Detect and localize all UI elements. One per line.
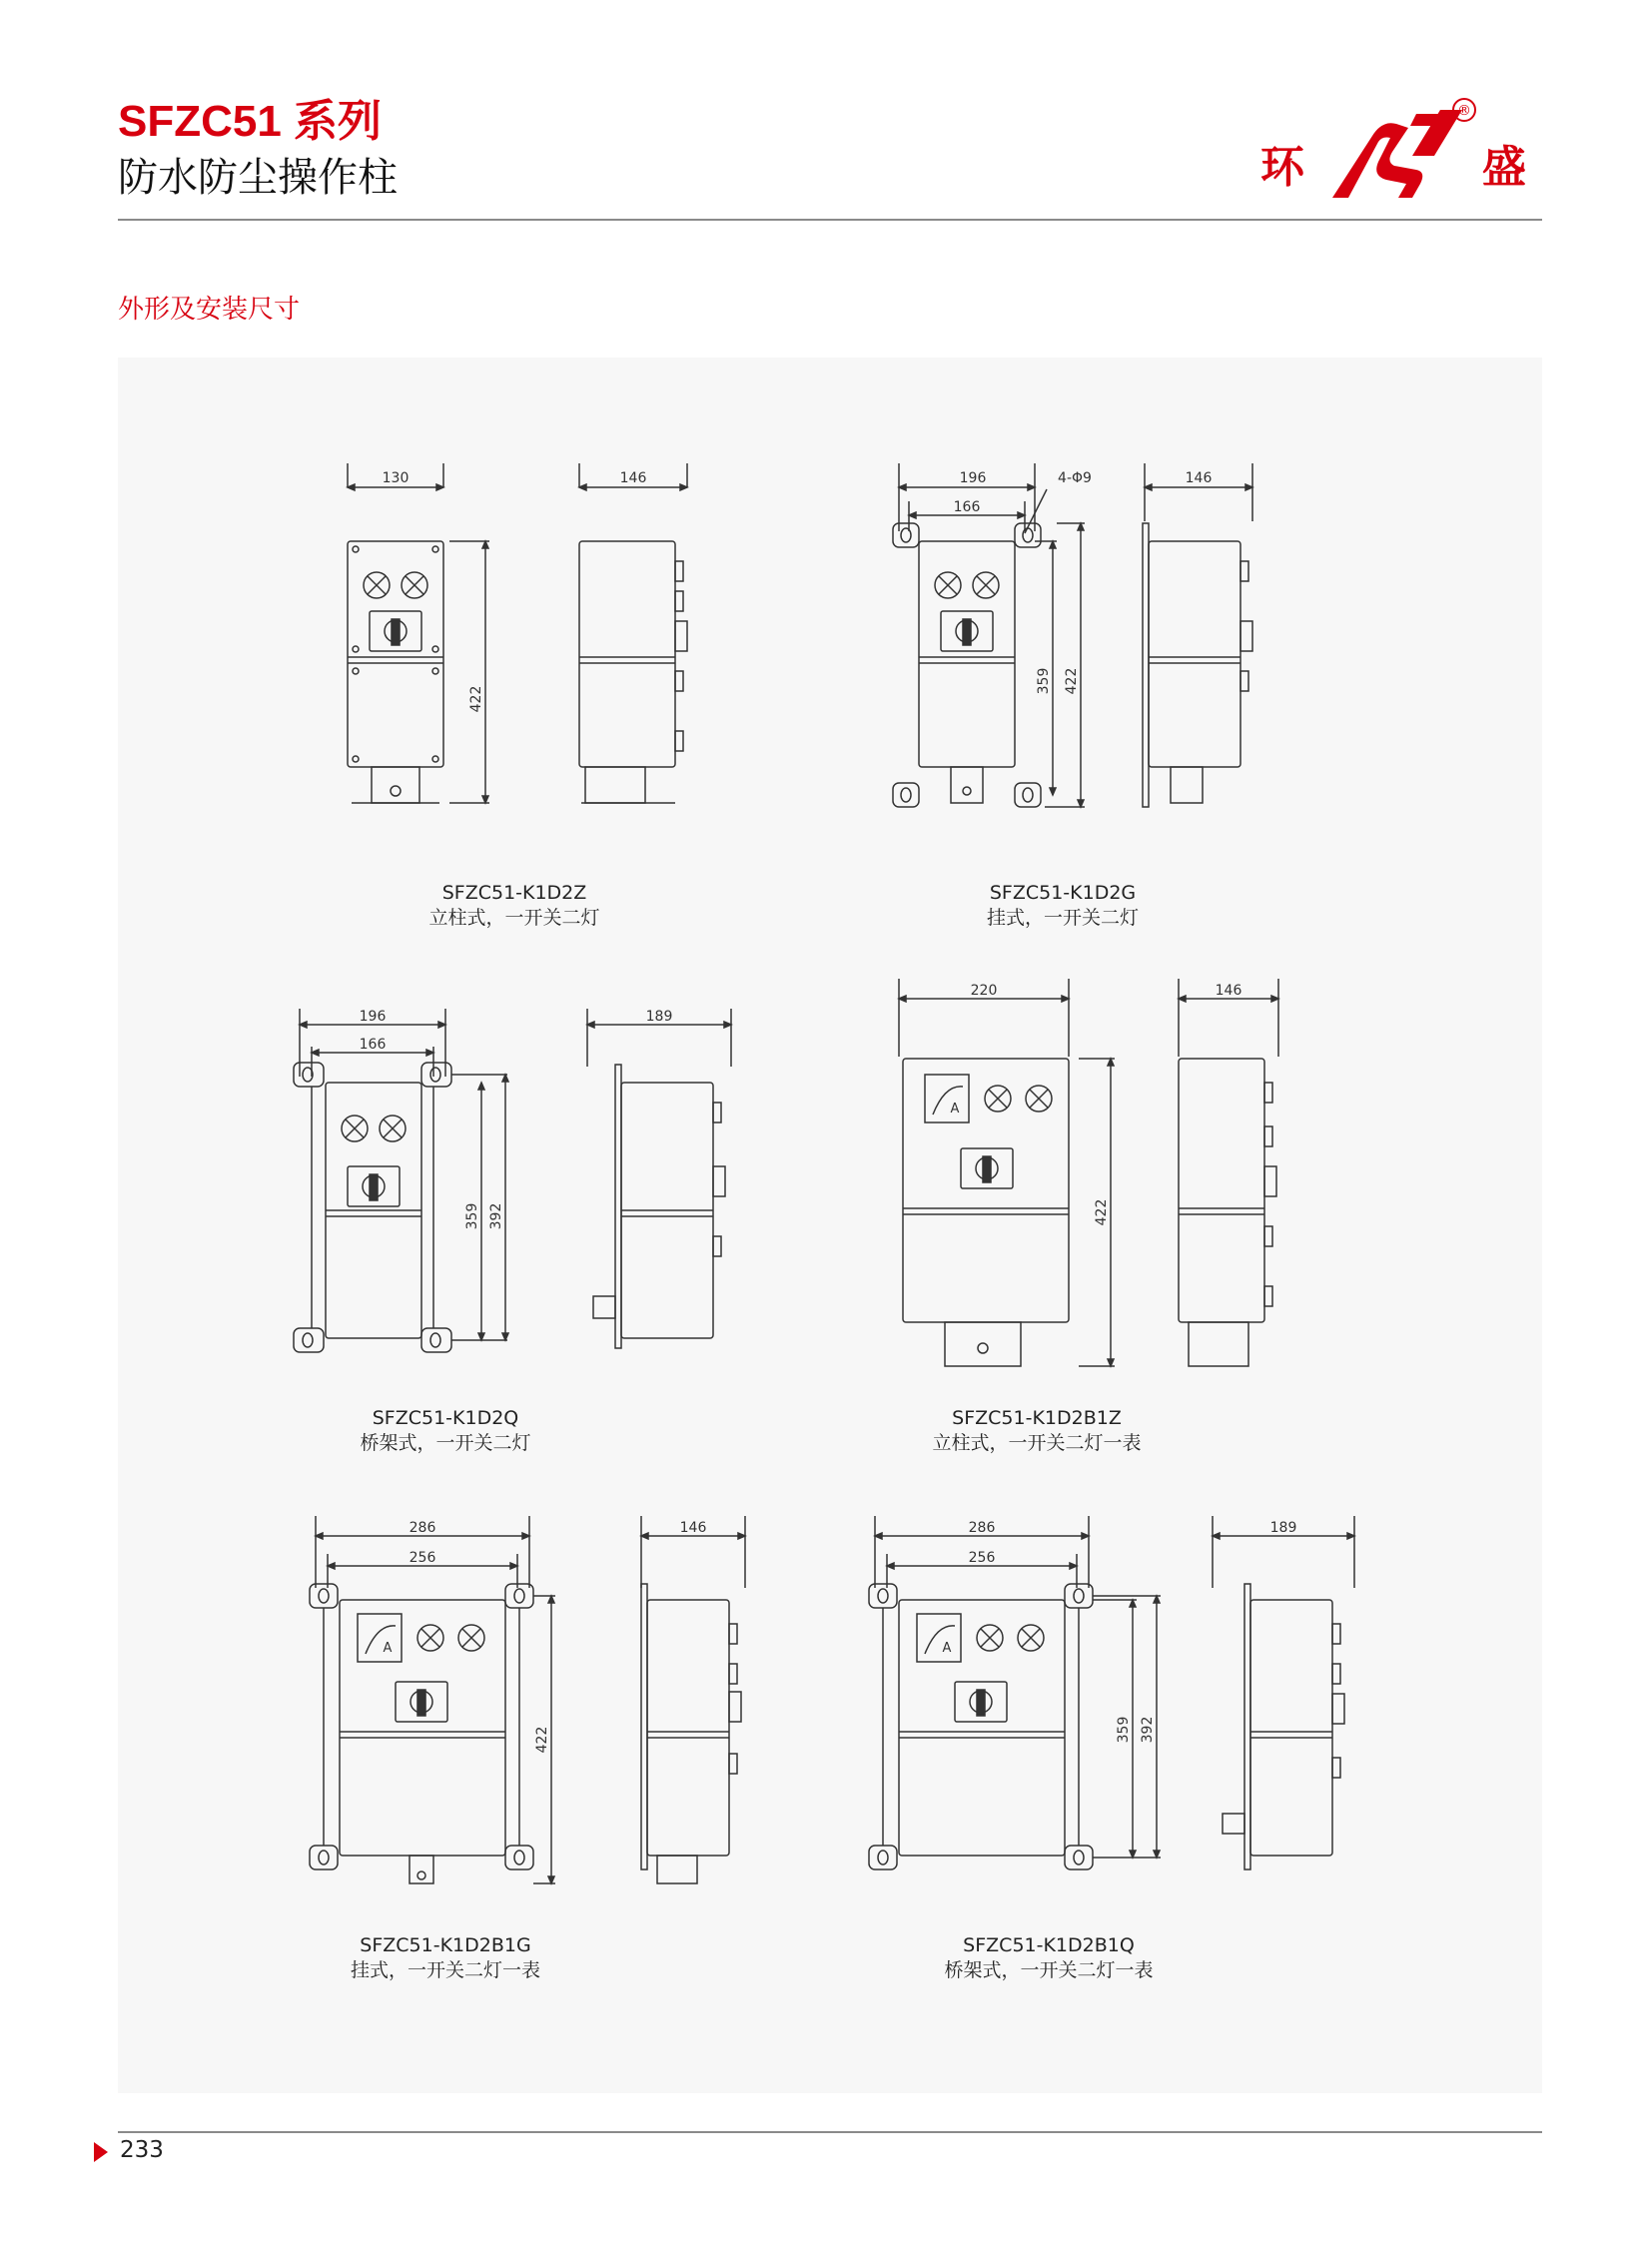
footer-divider [118, 2131, 1542, 2133]
drawing-k1d2q [286, 1007, 745, 1406]
dim-h1: 359 [464, 1202, 480, 1230]
drawing-k1d2g [885, 461, 1264, 881]
dim-h1: 359 [1036, 667, 1052, 695]
brand-char-right: 盛 [1482, 142, 1526, 193]
header-divider [118, 219, 1542, 221]
diagram-k1d2g [885, 461, 1264, 929]
caption-desc: 立柱式，一开关二灯 [428, 907, 600, 929]
dim-width: 286 [409, 1520, 436, 1536]
product-title: 防水防尘操作柱 [118, 155, 398, 201]
diagram-k1d2b1q [865, 1514, 1364, 1981]
dim-side: 189 [1269, 1520, 1297, 1536]
dim-side: 146 [619, 470, 647, 486]
brand-char-left: 环 [1260, 142, 1304, 193]
dim-height: 422 [468, 685, 484, 713]
svg-text:®: ® [1457, 103, 1471, 119]
dim-width: 286 [968, 1520, 996, 1536]
dim-inner: 166 [359, 1037, 387, 1053]
dim-side: 146 [1185, 470, 1213, 486]
diagram-k1d2b1g [306, 1514, 755, 1981]
caption-k1d2z [325, 881, 704, 931]
dim-height: 422 [1094, 1198, 1110, 1226]
brand-logo [1260, 96, 1540, 208]
diagram-k1d2b1z [879, 977, 1318, 1454]
dim-h2: 392 [488, 1202, 504, 1230]
dim-inner: 256 [409, 1550, 436, 1566]
caption-k1d2b1z [847, 1406, 1227, 1456]
drawing-k1d2z [330, 461, 709, 881]
dim-side: 189 [645, 1009, 673, 1025]
diagram-k1d2q [286, 1007, 745, 1454]
dim-width: 196 [359, 1009, 387, 1025]
dim-h1: 359 [1116, 1716, 1132, 1744]
caption-model: SFZC51-K1D2B1Z [952, 1407, 1122, 1429]
dim-width: 130 [382, 470, 410, 486]
dim-holes: 4-Φ9 [1058, 470, 1092, 486]
caption-desc: 桥架式，一开关二灯 [360, 1432, 531, 1454]
dim-height: 422 [534, 1726, 550, 1754]
dim-side: 146 [1215, 983, 1242, 999]
caption-model: SFZC51-K1D2Z [441, 882, 587, 904]
caption-model: SFZC51-K1D2B1Q [963, 1934, 1135, 1956]
dim-h2: 422 [1064, 667, 1080, 695]
caption-model: SFZC51-K1D2Q [372, 1407, 519, 1429]
caption-k1d2b1q [859, 1933, 1239, 1983]
drawing-k1d2b1g [306, 1514, 755, 1933]
caption-desc: 立柱式，一开关二灯一表 [932, 1432, 1142, 1454]
page-marker-icon [94, 2142, 108, 2162]
series-title: SFZC51 系列 [118, 97, 383, 146]
caption-k1d2q [256, 1406, 635, 1456]
caption-k1d2b1g [256, 1933, 635, 1983]
drawing-k1d2b1z [879, 977, 1318, 1406]
dim-h2: 392 [1140, 1716, 1156, 1744]
meter-label: A [950, 1102, 960, 1117]
caption-desc: 挂式，一开关二灯 [986, 907, 1139, 929]
section-title: 外形及安装尺寸 [118, 295, 301, 325]
caption-model: SFZC51-K1D2B1G [360, 1934, 531, 1956]
caption-desc: 挂式，一开关二灯一表 [350, 1959, 540, 1981]
dim-inner: 256 [968, 1550, 996, 1566]
diagram-k1d2z [330, 461, 709, 929]
caption-model: SFZC51-K1D2G [989, 882, 1137, 904]
page-number: 233 [120, 2137, 164, 2163]
brand-mark [1312, 96, 1482, 206]
dim-width: 196 [959, 470, 987, 486]
dim-width: 220 [970, 983, 998, 999]
meter-label: A [383, 1641, 393, 1656]
caption-desc: 桥架式，一开关二灯一表 [944, 1959, 1154, 1981]
dim-inner: 166 [953, 499, 981, 515]
caption-k1d2g [873, 881, 1252, 931]
meter-label: A [942, 1641, 952, 1656]
dim-side: 146 [679, 1520, 707, 1536]
drawing-k1d2b1q [865, 1514, 1364, 1933]
